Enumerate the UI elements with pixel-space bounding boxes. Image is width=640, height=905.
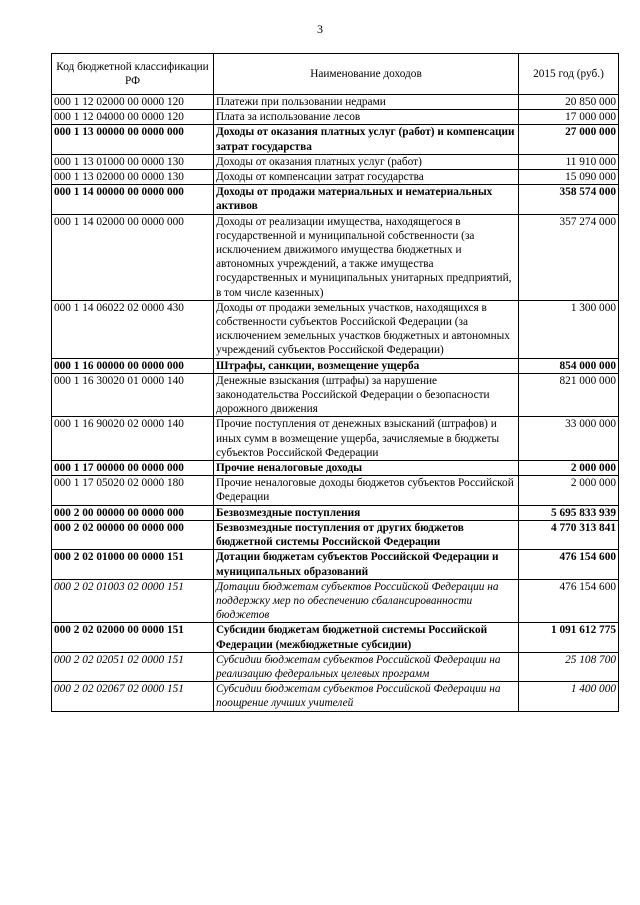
- cell-amount: 15 090 000: [519, 170, 619, 185]
- cell-amount: 2 000 000: [519, 461, 619, 476]
- table-row: [52, 358, 619, 373]
- cell-code: 000 1 14 00000 00 0000 000: [52, 185, 214, 214]
- cell-code: 000 1 13 00000 00 0000 000: [52, 125, 214, 154]
- cell-amount: 476 154 600: [519, 579, 619, 623]
- table-row: [52, 550, 619, 579]
- table-body: [52, 95, 619, 712]
- cell-code: 000 1 14 02000 00 0000 000: [52, 214, 214, 300]
- cell-amount: 854 000 000: [519, 358, 619, 373]
- table-row: [52, 505, 619, 520]
- table-row: [52, 652, 619, 681]
- table-row: [52, 461, 619, 476]
- cell-name: Субсидии бюджетам субъектов Российской Федерации на поощрение лучших учителей: [214, 682, 519, 711]
- revenue-table: [51, 53, 619, 712]
- table-row: [52, 125, 619, 154]
- table-row: [52, 623, 619, 652]
- cell-amount: 357 274 000: [519, 214, 619, 300]
- cell-code: 000 2 02 02067 02 0000 151: [52, 682, 214, 711]
- cell-code: 000 1 16 00000 00 0000 000: [52, 358, 214, 373]
- cell-name: Доходы от оказания платных услуг (работ) и компенсации затрат государства: [214, 125, 519, 154]
- cell-code: 000 2 02 02051 02 0000 151: [52, 652, 214, 681]
- table-row: [52, 682, 619, 711]
- table-row: [52, 476, 619, 505]
- cell-name: Денежные взыскания (штрафы) за нарушение законодательства Российской Федерации о безопасности дорожного движения: [214, 373, 519, 417]
- cell-amount: 476 154 600: [519, 550, 619, 579]
- table-row: [52, 154, 619, 169]
- cell-name: Доходы от компенсации затрат государства: [214, 170, 519, 185]
- cell-name: Штрафы, санкции, возмещение ущерба: [214, 358, 519, 373]
- cell-code: 000 1 13 02000 00 0000 130: [52, 170, 214, 185]
- table-row: [52, 185, 619, 214]
- cell-code: 000 1 13 01000 00 0000 130: [52, 154, 214, 169]
- cell-amount: 20 850 000: [519, 95, 619, 110]
- cell-amount: 1 400 000: [519, 682, 619, 711]
- cell-code: 000 2 02 02000 00 0000 151: [52, 623, 214, 652]
- table-row: [52, 520, 619, 549]
- cell-amount: 358 574 000: [519, 185, 619, 214]
- cell-amount: 1 300 000: [519, 300, 619, 358]
- cell-code: 000 1 12 04000 00 0000 120: [52, 110, 214, 125]
- cell-amount: 11 910 000: [519, 154, 619, 169]
- table-row: [52, 373, 619, 417]
- cell-code: 000 2 02 01003 02 0000 151: [52, 579, 214, 623]
- table-row: [52, 417, 619, 461]
- table-row: [52, 214, 619, 300]
- cell-code: 000 2 02 01000 00 0000 151: [52, 550, 214, 579]
- header-amount: 2015 год (руб.): [519, 54, 619, 95]
- cell-name: Безвозмездные поступления: [214, 505, 519, 520]
- cell-amount: 27 000 000: [519, 125, 619, 154]
- cell-name: Платежи при пользовании недрами: [214, 95, 519, 110]
- table-row: [52, 170, 619, 185]
- cell-name: Доходы от оказания платных услуг (работ): [214, 154, 519, 169]
- cell-code: 000 2 02 00000 00 0000 000: [52, 520, 214, 549]
- cell-amount: 4 770 313 841: [519, 520, 619, 549]
- cell-amount: 33 000 000: [519, 417, 619, 461]
- cell-name: Субсидии бюджетам бюджетной системы Российской Федерации (межбюджетные субсидии): [214, 623, 519, 652]
- cell-name: Доходы от продажи материальных и нематериальных активов: [214, 185, 519, 214]
- cell-name: Доходы от реализации имущества, находящегося в государственной и муниципальной собственности (за исключением движимого имущества бюджетных и автономных учреждений, а также имущества государственных и муниципальных унитарных предприятий, в том числе казенных): [214, 214, 519, 300]
- cell-code: 000 1 14 06022 02 0000 430: [52, 300, 214, 358]
- header-name: Наименование доходов: [214, 54, 519, 95]
- header-code: Код бюджетной классификации РФ: [52, 54, 214, 95]
- cell-name: Субсидии бюджетам субъектов Российской Федерации на реализацию федеральных целевых программ: [214, 652, 519, 681]
- cell-name: Дотации бюджетам субъектов Российской Федерации на поддержку мер по обеспечению сбалансированности бюджетов: [214, 579, 519, 623]
- cell-name: Прочие поступления от денежных взысканий (штрафов) и иных сумм в возмещение ущерба, зачисляемые в бюджеты субъектов Российской Федерации: [214, 417, 519, 461]
- cell-code: 000 2 00 00000 00 0000 000: [52, 505, 214, 520]
- cell-amount: 2 000 000: [519, 476, 619, 505]
- cell-code: 000 1 12 02000 00 0000 120: [52, 95, 214, 110]
- cell-code: 000 1 16 90020 02 0000 140: [52, 417, 214, 461]
- cell-name: Плата за использование лесов: [214, 110, 519, 125]
- table-row: [52, 110, 619, 125]
- cell-amount: 25 108 700: [519, 652, 619, 681]
- cell-name: Безвозмездные поступления от других бюджетов бюджетной системы Российской Федерации: [214, 520, 519, 549]
- cell-amount: 17 000 000: [519, 110, 619, 125]
- cell-code: 000 1 17 05020 02 0000 180: [52, 476, 214, 505]
- table-header-row: [52, 54, 619, 95]
- cell-amount: 5 695 833 939: [519, 505, 619, 520]
- table-row: [52, 300, 619, 358]
- cell-amount: 821 000 000: [519, 373, 619, 417]
- cell-name: Дотации бюджетам субъектов Российской Федерации и муниципальных образований: [214, 550, 519, 579]
- page-number: 3: [317, 22, 323, 36]
- cell-code: 000 1 16 30020 01 0000 140: [52, 373, 214, 417]
- cell-name: Прочие неналоговые доходы бюджетов субъектов Российской Федерации: [214, 476, 519, 505]
- cell-amount: 1 091 612 775: [519, 623, 619, 652]
- cell-name: Прочие неналоговые доходы: [214, 461, 519, 476]
- cell-code: 000 1 17 00000 00 0000 000: [52, 461, 214, 476]
- cell-name: Доходы от продажи земельных участков, находящихся в собственности субъектов Российской Федерации (за исключением земельных участков бюджетных и автономных учреждений субъектов Российской Федерации): [214, 300, 519, 358]
- table-row: [52, 579, 619, 623]
- table-row: [52, 95, 619, 110]
